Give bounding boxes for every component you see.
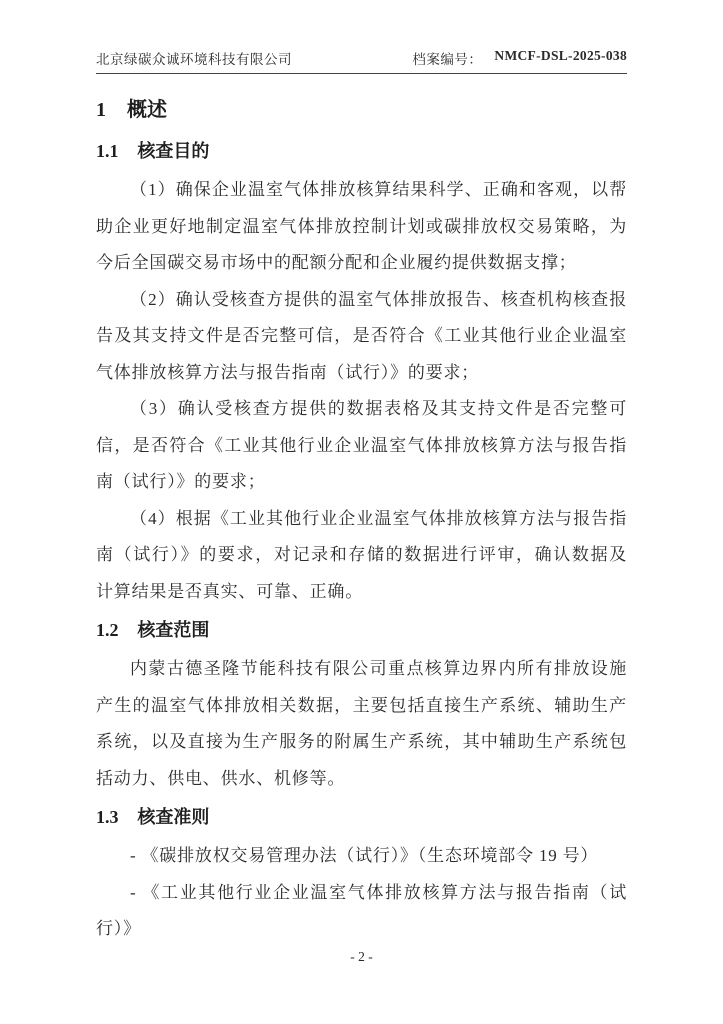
paragraph-line: 南（试行）》的要求，对记录和存储的数据进行评审，确认数据及: [96, 545, 627, 564]
heading-verification-purpose: [96, 131, 627, 172]
list-item-line: 行）》: [96, 919, 141, 938]
paragraph-line: 信，是否符合《工业其他行业企业温室气体排放核算方法与报告指: [96, 435, 627, 455]
heading-number: 1.2: [96, 620, 119, 640]
paragraph-line: 今后全国碳交易市场中的配额分配和企业履约提供数据支撑；: [96, 253, 577, 272]
header-company-name: 北京绿碳众诚环境科技有限公司: [96, 52, 292, 67]
file-number-label: 档案编号：: [412, 52, 483, 67]
heading-title: 核查目的: [137, 141, 210, 161]
paragraph-purpose-3: [96, 391, 627, 501]
page-footer: [0, 946, 723, 968]
paragraph-line: 括动力、供电、供水、机修等。: [96, 768, 346, 788]
criteria-list-item-1: [96, 838, 627, 875]
paragraph-line: 助企业更好地制定温室气体排放控制计划或碳排放权交易策略，为: [96, 216, 627, 236]
heading-title: 核查范围: [137, 620, 210, 640]
paragraph-line: 告及其支持文件是否完整可信，是否符合《工业其他行业企业温室: [96, 326, 627, 345]
paragraph-purpose-4: [96, 501, 627, 611]
paragraph-line: 南（试行）》的要求；: [96, 472, 266, 491]
heading-number: 1.1: [96, 141, 119, 161]
paragraph-purpose-2: [96, 282, 627, 392]
heading-number: 1.3: [96, 807, 119, 827]
heading-title: 概述: [127, 99, 167, 121]
list-item-line: - 《工业其他行业企业温室气体排放核算方法与报告指南（试: [130, 882, 627, 902]
heading-title: 核查准则: [137, 807, 210, 827]
paragraph-line: 内蒙古德圣隆节能科技有限公司重点核算边界内所有排放设施: [130, 659, 627, 678]
heading-number: 1: [96, 99, 106, 121]
document-content: [96, 90, 627, 948]
paragraph-line: 气体排放核算方法与报告指南（试行）》的要求；: [96, 362, 480, 382]
heading-verification-scope: [96, 610, 627, 651]
heading-overview: [96, 90, 627, 131]
paragraph-line: （2）确认受核查方提供的温室气体排放报告、核查机构核查报: [130, 289, 627, 309]
list-item-line: - 《碳排放权交易管理办法（试行）》（生态环境部令 19 号）: [130, 846, 599, 865]
criteria-list-item-2: [96, 875, 627, 948]
file-number-value: NMCF-DSL-2025-038: [494, 48, 627, 63]
heading-verification-criteria: [96, 797, 627, 838]
page-header: [96, 48, 627, 74]
paragraph-line: 产生的温室气体排放相关数据，主要包括直接生产系统、辅助生产: [96, 695, 627, 715]
paragraph-purpose-1: [96, 172, 627, 282]
paragraph-line: （1）确保企业温室气体排放核算结果科学、正确和客观，以帮: [130, 180, 627, 199]
paragraph-line: 计算结果是否真实、可靠、正确。: [96, 581, 363, 601]
header-file-number: [412, 48, 627, 68]
page-number: - 2 -: [350, 949, 373, 964]
paragraph-line: 系统，以及直接为生产服务的附属生产系统，其中辅助生产系统包: [96, 732, 627, 751]
paragraph-line: （3）确认受核查方提供的数据表格及其支持文件是否完整可: [130, 399, 627, 418]
paragraph-line: （4）根据《工业其他行业企业温室气体排放核算方法与报告指: [130, 508, 627, 528]
paragraph-scope: [96, 651, 627, 797]
